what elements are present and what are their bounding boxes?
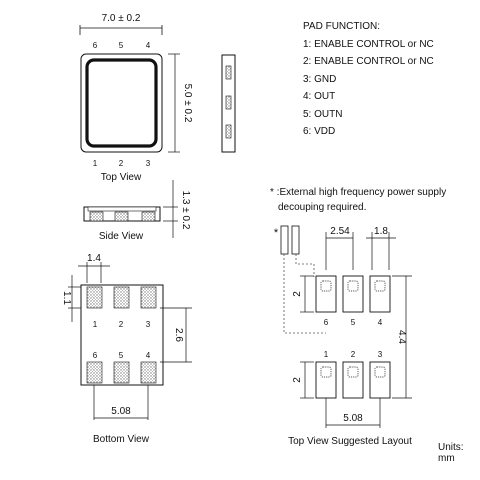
- suggested-layout: [274, 226, 412, 447]
- top-view-label: Top View: [100, 172, 142, 183]
- layout-pin-2: 2: [350, 350, 356, 359]
- bottom-pad-4: [141, 362, 156, 383]
- layout-pad-width-dim: 1.8: [374, 226, 388, 237]
- pad-function-item: 4: OUT: [303, 91, 336, 102]
- bottom-pin-3: 3: [145, 320, 151, 329]
- top-pin-6: 6: [92, 41, 98, 50]
- pad-function-list: [303, 18, 434, 141]
- bottom-pad-2: [114, 287, 129, 308]
- layout-pin-1: 1: [323, 350, 329, 359]
- top-pin-1: 1: [92, 159, 98, 168]
- decoupling-note: [270, 185, 446, 215]
- top-view: [80, 13, 193, 183]
- note-line-2: decouping required.: [278, 202, 367, 213]
- pad-function-item: 3: GND: [303, 73, 337, 85]
- bottom-pad-5: [114, 362, 129, 383]
- layout-pin-6: 6: [323, 318, 329, 327]
- decoupling-pad: [281, 226, 288, 254]
- layout-pad-height-bottom-dim: 2: [292, 377, 303, 383]
- pad-function-item: 1: ENABLE CONTROL or NC: [303, 38, 434, 50]
- layout-label: Top View Suggested Layout: [288, 436, 412, 447]
- side-view-height-dim: 1.3 ± 0.2: [180, 190, 191, 230]
- decoupling-pad: [292, 226, 299, 254]
- side-view-pad: [142, 212, 155, 221]
- bottom-pin-4: 4: [145, 351, 151, 360]
- layout-pin-3: 3: [377, 350, 383, 359]
- top-view-width-dim: 7.0 ± 0.2: [101, 13, 141, 24]
- bottom-pin-6: 6: [92, 351, 98, 360]
- layout-pin-4: 4: [377, 318, 383, 327]
- bottom-col-span-dim: 5.08: [111, 406, 131, 417]
- bottom-pad-width-dim: 1.4: [87, 253, 101, 264]
- pad-function-item: 5: OUTN: [303, 108, 343, 120]
- pad-function-title: PAD FUNCTION:: [303, 21, 381, 32]
- bottom-pad-3: [141, 287, 156, 308]
- layout-row-span-dim: 4.4: [396, 330, 407, 344]
- layout-pitch-dim: 2.54: [330, 226, 350, 237]
- top-pin-3: 3: [145, 159, 151, 168]
- side-view-label: Side View: [98, 231, 144, 242]
- bottom-row-pitch-dim: 2.6: [173, 328, 184, 342]
- bottom-view-label: Bottom View: [93, 434, 149, 445]
- bottom-pin-1: 1: [92, 320, 98, 329]
- end-view: [222, 55, 235, 152]
- bottom-pad-height-dim: 1.1: [61, 291, 72, 305]
- top-pin-5: 5: [118, 41, 124, 50]
- bottom-pad-1: [87, 287, 102, 308]
- bottom-pin-5: 5: [118, 351, 124, 360]
- side-view-pad: [90, 212, 103, 221]
- units-label: Units: mm: [438, 442, 464, 464]
- note-line-1: * :External high frequency power supply: [270, 187, 447, 198]
- pad-function-item: 6: VDD: [303, 126, 336, 137]
- side-view-pad: [115, 212, 128, 221]
- top-view-height-dim: 5.0 ± 0.2: [182, 83, 193, 123]
- bottom-pin-2: 2: [118, 320, 124, 329]
- bottom-view: [61, 253, 192, 445]
- bottom-pad-6: [87, 362, 102, 383]
- layout-star: *: [273, 227, 279, 239]
- top-pin-4: 4: [145, 41, 151, 50]
- layout-pad-height-top-dim: 2: [292, 291, 303, 297]
- layout-col-span-dim: 5.08: [343, 413, 363, 424]
- pad-function-item: 2: ENABLE CONTROL or NC: [303, 56, 434, 67]
- layout-pin-5: 5: [350, 318, 356, 327]
- top-view-lid: [87, 60, 156, 146]
- top-pin-2: 2: [118, 159, 124, 168]
- side-view: [84, 180, 191, 242]
